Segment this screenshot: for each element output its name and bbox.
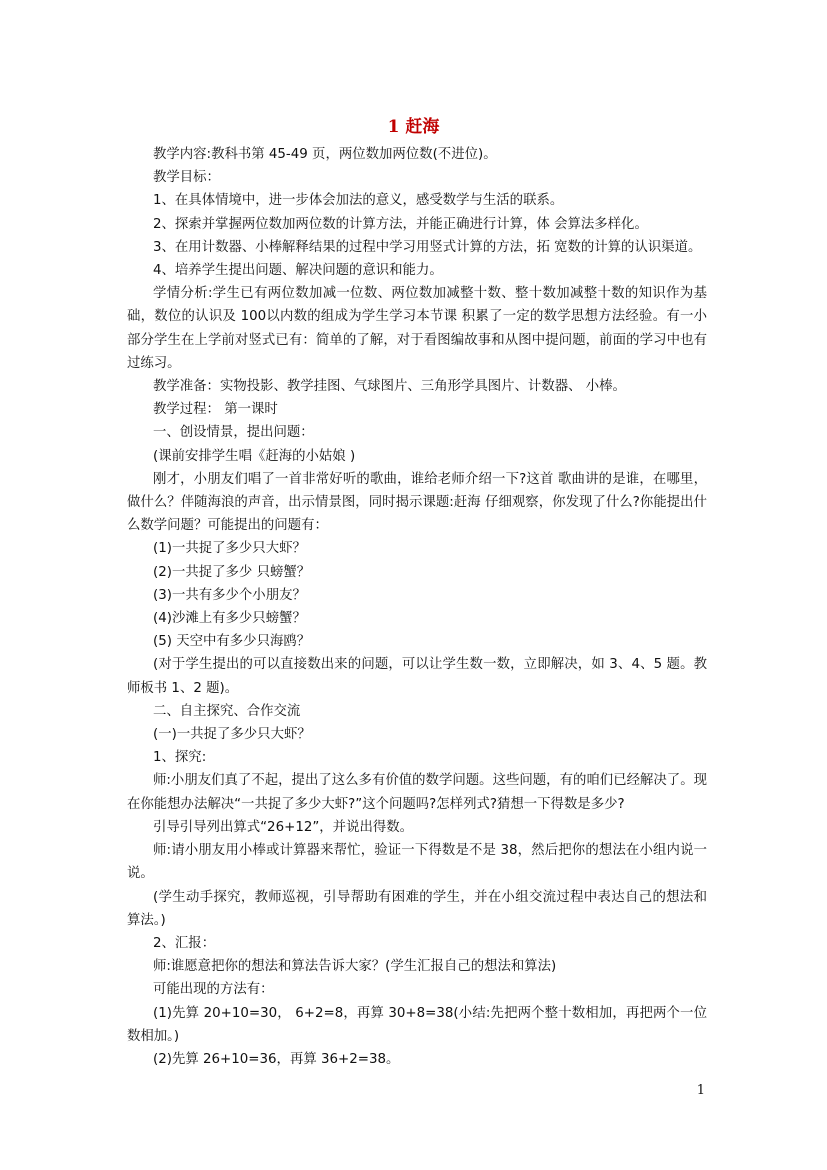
paragraph: 2、探索并掌握两位数加两位数的计算方法，并能正确进行计算，体 会算法多样化。 [153, 216, 648, 232]
page-number: 1 [696, 1083, 705, 1098]
paragraph: 师:小朋友们真了不起，提出了这么多有价值的数学问题。这些问题，有的咱们已经解决了。现在你能想办法解决“一共捉了多少大虾?”这个问题吗?怎样列式?猜想一下得数是多少? [127, 773, 707, 812]
list-item: (2)一共捉了多少 只螃蟹？ [153, 564, 311, 580]
paragraph: 刚才，小朋友们唱了一首非常好听的歌曲，谁给老师介绍一下?这首 歌曲讲的是谁，在哪里，做什么？伴随海浪的声音，出示情景图，同时揭示课题:赶海 仔细观察，你发现了什么?你能提出什么数学问题？可能提出的问题有： [127, 471, 707, 534]
paragraph: 师:请小朋友用小棒或计算器来帮忙，验证一下得数是不是 38，然后把你的想法在小组内说一说。 [127, 843, 707, 882]
paragraph: (对于学生提出的可以直接数出来的问题，可以让学生数一数，立即解决，如 3、4、5 题。教师板书 1、2 题)。 [127, 657, 707, 696]
paragraph: (一)一共捉了多少只大虾？ [153, 727, 311, 743]
list-item: (5) 天空中有多少只海鸥？ [153, 634, 311, 650]
paragraph: 引导引导列出算式“26+12”，并说出得数。 [153, 819, 414, 835]
paragraph: 2、汇报： [153, 935, 216, 951]
paragraph: (课前安排学生唱《赶海的小姑娘 ) [153, 448, 356, 464]
paragraph: 教学内容:教科书第 45-49 页，两位数加两位数(不进位)。 [153, 147, 497, 162]
paragraph: (学生动手探究，教师巡视，引导帮助有困难的学生，并在小组交流过程中表达自己的想法和算法。) [127, 889, 707, 928]
list-item: (1)先算 20+10=30， 6+2=8，再算 30+8=38(小结:先把两个整十数相加，再把两个一位数相加。) [127, 1005, 707, 1044]
paragraph: 可能出现的方法有： [153, 982, 274, 998]
paragraph: 师:谁愿意把你的想法和算法告诉大家？(学生汇报自己的想法和算法) [153, 959, 557, 975]
list-item: (1)一共捉了多少只大虾？ [153, 541, 306, 557]
list-item: (2)先算 26+10=36，再算 36+2=38。 [153, 1051, 400, 1067]
document-body [127, 143, 707, 1071]
paragraph: 1、在具体情境中，进一步体会加法的意义，感受数学与生活的联系。 [153, 193, 564, 209]
paragraph: 学情分析:学生已有两位数加减一位数、两位数加减整十数、整十数加减整十数的知识作为基础，数位的认识及 100以内数的组成为学生学习本节课 积累了一定的数学思想方法经验。有一小部分学生在上学前对竖式已有：简单的了解，对于看图编故事和从图中提问题，前面的学习中也有过练习。 [127, 286, 707, 371]
paragraph: 1、探究: [153, 750, 207, 766]
paragraph: 4、培养学生提出问题、解决问题的意识和能力。 [153, 263, 443, 279]
lesson-title: 1 赶海 [387, 117, 440, 137]
list-item: (3)一共有多少个小朋友？ [153, 587, 306, 603]
paragraph: 一、创设情景，提出问题： [153, 425, 314, 441]
list-item: (4)沙滩上有多少只螃蟹？ [153, 611, 306, 627]
paragraph: 教学目标： [153, 170, 220, 186]
paragraph: 教学过程： 第一课时 [153, 402, 278, 418]
paragraph: 教学准备：实物投影、教学挂图、气球图片、三角形学具图片、计数器、 小棒。 [153, 379, 626, 395]
paragraph: 3、在用计数器、小棒解释结果的过程中学习用竖式计算的方法，拓 宽数的计算的认识渠道。 [153, 239, 702, 255]
section-heading: 二、自主探究、合作交流 [153, 703, 301, 719]
